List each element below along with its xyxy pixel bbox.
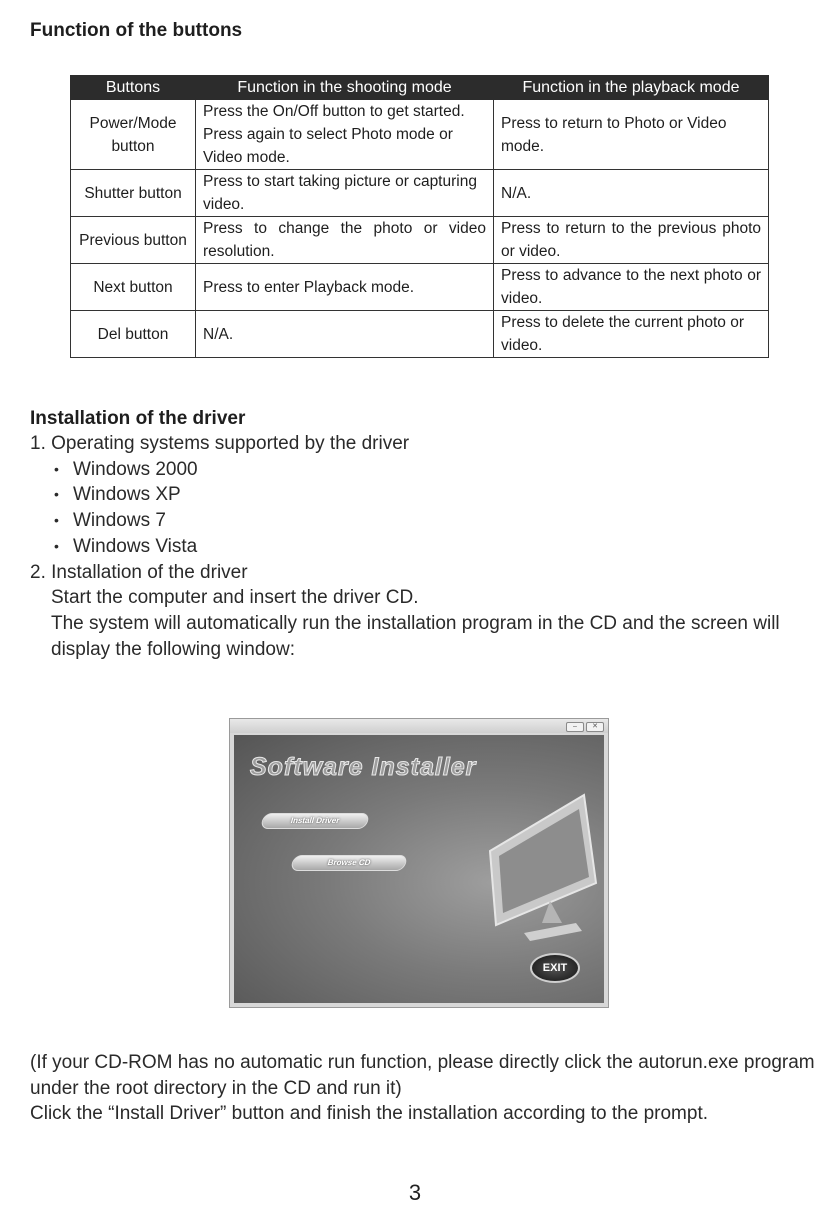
window-titlebar <box>230 719 608 733</box>
step-2: The system will automatically run the installation program in the CD and the screen will display the following window: <box>51 612 780 660</box>
cell-shooting: Press to change the photo or video resolution. <box>196 217 494 264</box>
cell-playback: N/A. <box>494 170 769 217</box>
table-row <box>71 170 769 217</box>
list-item: • Windows 7 <box>54 508 820 534</box>
table-row <box>71 264 769 311</box>
table-row <box>71 311 769 358</box>
cell-button: Next button <box>71 264 196 311</box>
list-item: • Windows Vista <box>54 534 820 560</box>
cell-button: Del button <box>71 311 196 358</box>
exit-button[interactable]: EXIT <box>530 953 580 983</box>
os-list <box>54 457 820 560</box>
cell-shooting: N/A. <box>196 311 494 358</box>
installer-body <box>234 735 604 1003</box>
cell-button: Previous button <box>71 217 196 264</box>
cell-button: Power/Mode button <box>71 100 196 170</box>
installation-body <box>30 431 820 662</box>
browse-cd-button[interactable]: Browse CD <box>290 855 408 871</box>
cell-shooting: Press to start taking picture or capturing video. <box>196 170 494 217</box>
cell-playback: Press to delete the current photo or video. <box>494 311 769 358</box>
install-driver-button[interactable]: Install Driver <box>260 813 370 829</box>
header-buttons: Buttons <box>71 76 196 100</box>
cell-shooting: Press to enter Playback mode. <box>196 264 494 311</box>
item-1: 1. Operating systems supported by the driver <box>30 433 410 454</box>
footer-note: (If your CD-ROM has no automatic run function, please directly click the autorun.exe program under the root directory in the CD and run it) <box>30 1052 815 1099</box>
section-title-buttons: Function of the buttons <box>30 20 243 41</box>
list-item: • Windows 2000 <box>54 457 820 483</box>
cell-shooting: Press the On/Off button to get started. Press again to select Photo mode or Video mode. <box>196 100 494 170</box>
header-shooting: Function in the shooting mode <box>196 76 494 100</box>
footer-instruction: Click the “Install Driver” button and finish the installation according to the prompt. <box>30 1103 708 1124</box>
close-icon[interactable]: ✕ <box>586 722 604 732</box>
table-row <box>71 100 769 170</box>
cell-playback: Press to return to Photo or Video mode. <box>494 100 769 170</box>
step-1: Start the computer and insert the driver CD. <box>51 587 419 609</box>
cell-button: Shutter button <box>71 170 196 217</box>
page-number: 3 <box>408 1180 422 1205</box>
installer-title: Software Installer <box>250 753 477 781</box>
installer-window-screenshot <box>229 718 609 1008</box>
button-function-table <box>70 75 769 358</box>
list-item: • Windows XP <box>54 482 820 508</box>
table-row <box>71 217 769 264</box>
header-playback: Function in the playback mode <box>494 76 769 100</box>
section-title-installation: Installation of the driver <box>30 408 246 429</box>
cell-playback: Press to return to the previous photo or video. <box>494 217 769 264</box>
table-header-row <box>71 76 769 100</box>
monitor-icon <box>472 773 604 943</box>
item-2: 2. Installation of the driver <box>30 561 248 583</box>
minimize-icon[interactable]: – <box>566 722 584 732</box>
cell-playback: Press to advance to the next photo or video. <box>494 264 769 311</box>
